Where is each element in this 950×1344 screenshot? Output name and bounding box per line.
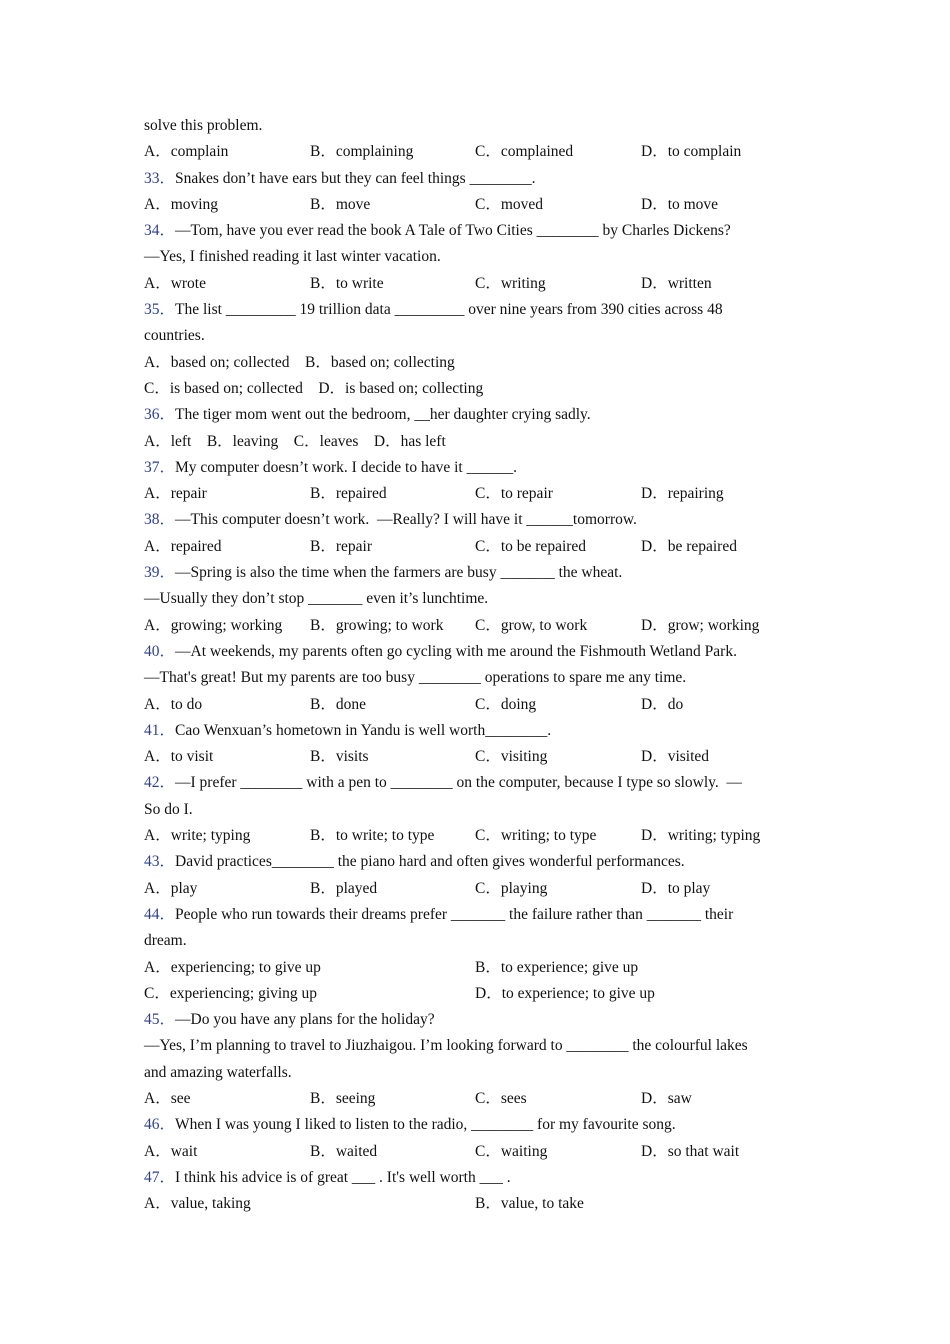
q45-stem-line3: and amazing waterfalls. (144, 1063, 292, 1081)
q42-options (144, 823, 804, 849)
q34-stem-line2: —Yes, I finished reading it last winter vacation. (144, 248, 441, 266)
option-c[interactable]: C．complained (475, 143, 574, 161)
q39-options (144, 613, 804, 639)
option-a[interactable]: A．play (144, 879, 198, 897)
option-b[interactable]: B．to experience; give up (475, 958, 639, 976)
q40-stem: 40．—At weekends, my parents often go cycling with me around the Fishmouth Wetland Park. (144, 642, 737, 660)
q38-options (144, 534, 804, 560)
q44-stem: 44．People who run towards their dreams prefer _______ the failure rather than _______ their (144, 905, 734, 923)
option-a[interactable]: A．see (144, 1089, 191, 1107)
q44-stem-line2: dream. (144, 932, 187, 950)
option-d[interactable]: D．to complain (641, 143, 742, 161)
q43-options (144, 876, 804, 902)
option-a[interactable]: A．wrote (144, 274, 206, 292)
question-number: 40． (144, 642, 176, 660)
option-d[interactable]: D．do (641, 695, 684, 713)
q44-options-row2 (144, 981, 804, 1007)
option-b[interactable]: B．visits (310, 748, 369, 766)
q39-stem: 39．—Spring is also the time when the farmers are busy _______ the wheat. (144, 564, 623, 582)
option-a[interactable]: A．moving (144, 195, 219, 213)
option-d[interactable]: D．so that wait (641, 1142, 740, 1160)
option-c[interactable]: C．writing (475, 274, 546, 292)
q34-stem: 34．—Tom, have you ever read the book A Tale of Two Cities ________ by Charles Dickens? (144, 222, 731, 240)
q32-options (144, 139, 804, 165)
option-a[interactable]: A．to visit (144, 748, 214, 766)
q35-stem-line2: countries. (144, 327, 205, 345)
option-d[interactable]: D．written (641, 274, 712, 292)
option-b[interactable]: B．waited (310, 1142, 378, 1160)
option-b[interactable]: B．repaired (310, 485, 387, 503)
q43-stem: 43．David practices________ the piano hard and often gives wonderful performances. (144, 853, 685, 871)
option-a[interactable]: A．experiencing; to give up (144, 958, 321, 976)
q42-stem-line2: So do I. (144, 800, 193, 818)
q40-options (144, 692, 804, 718)
question-number: 46． (144, 1116, 176, 1134)
question-number: 34． (144, 222, 176, 240)
q36-options-row[interactable]: A．left B．leaving C．leaves D．has left (144, 432, 446, 450)
option-c[interactable]: C．playing (475, 879, 548, 897)
option-a[interactable]: A．complain (144, 143, 229, 161)
option-a[interactable]: A．write; typing (144, 827, 251, 845)
option-c[interactable]: C．grow, to work (475, 616, 588, 634)
option-c[interactable]: C．writing; to type (475, 827, 597, 845)
option-d[interactable]: D．to move (641, 195, 719, 213)
option-a[interactable]: A．wait (144, 1142, 198, 1160)
option-b[interactable]: B．complaining (310, 143, 414, 161)
option-b[interactable]: B．to write; to type (310, 827, 435, 845)
option-b[interactable]: B．played (310, 879, 378, 897)
option-d[interactable]: D．saw (641, 1089, 692, 1107)
q39-stem-line2: —Usually they don’t stop _______ even it’s lunchtime. (144, 590, 489, 608)
question-number: 38． (144, 511, 176, 529)
option-d[interactable]: D．visited (641, 748, 710, 766)
q36-stem: 36．The tiger mom went out the bedroom, __her daughter crying sadly. (144, 406, 591, 424)
question-number: 36． (144, 406, 176, 424)
option-b[interactable]: B．seeing (310, 1089, 376, 1107)
question-number: 44． (144, 905, 176, 923)
option-d[interactable]: D．repairing (641, 485, 724, 503)
question-number: 47． (144, 1168, 176, 1186)
option-b[interactable]: B．move (310, 195, 371, 213)
option-c[interactable]: C．doing (475, 695, 537, 713)
q34-options (144, 271, 804, 297)
option-c[interactable]: C．moved (475, 195, 544, 213)
q37-stem: 37．My computer doesn’t work. I decide to have it ______. (144, 458, 517, 476)
question-number: 37． (144, 458, 176, 476)
option-d[interactable]: D．writing; typing (641, 827, 761, 845)
q44-options-row1 (144, 955, 804, 981)
q45-options (144, 1086, 804, 1112)
option-b[interactable]: B．to write (310, 274, 384, 292)
q47-options (144, 1191, 804, 1217)
option-a[interactable]: A．to do (144, 695, 203, 713)
option-a[interactable]: A．repair (144, 485, 207, 503)
option-c[interactable]: C．sees (475, 1089, 527, 1107)
option-c[interactable]: C．experiencing; giving up (144, 984, 318, 1002)
option-d[interactable]: D．grow; working (641, 616, 760, 634)
q35-stem: 35．The list _________ 19 trillion data _________ over nine years from 390 cities across 48 (144, 301, 723, 319)
option-a[interactable]: A．value, taking (144, 1195, 251, 1213)
q33-stem: 33．Snakes don’t have ears but they can feel things ________. (144, 169, 536, 187)
option-d[interactable]: D．be repaired (641, 537, 737, 555)
option-b[interactable]: B．repair (310, 537, 372, 555)
q41-options (144, 744, 804, 770)
q45-stem-line2: —Yes, I’m planning to travel to Jiuzhaigou. I’m looking forward to ________ the colourful lakes (144, 1037, 748, 1055)
option-b[interactable]: B．done (310, 695, 366, 713)
option-d[interactable]: D．to experience; to give up (475, 984, 655, 1002)
question-number: 39． (144, 564, 176, 582)
option-a[interactable]: A．repaired (144, 537, 222, 555)
question-number: 35． (144, 301, 176, 319)
q40-stem-line2: —That's great! But my parents are too busy ________ operations to spare me any time. (144, 669, 687, 687)
option-c[interactable]: C．to repair (475, 485, 553, 503)
q47-stem: 47．I think his advice is of great ___ . It's well worth ___ . (144, 1168, 511, 1186)
q38-stem: 38．—This computer doesn’t work. —Really? I will have it ______tomorrow. (144, 511, 637, 529)
question-number: 45． (144, 1011, 176, 1029)
option-c[interactable]: C．waiting (475, 1142, 548, 1160)
q37-options (144, 481, 804, 507)
option-d[interactable]: D．to play (641, 879, 711, 897)
question-stem-continuation: solve this problem. (144, 117, 263, 134)
option-a[interactable]: A．growing; working (144, 616, 283, 634)
q42-stem: 42．—I prefer ________ with a pen to ________ on the computer, because I type so slowly. — (144, 774, 743, 792)
q35-options-row1[interactable]: A．based on; collected B．based on; collecting (144, 353, 455, 371)
q45-stem: 45．—Do you have any plans for the holiday? (144, 1011, 435, 1029)
q46-stem: 46．When I was young I liked to listen to the radio, ________ for my favourite song. (144, 1116, 676, 1134)
question-number: 41． (144, 721, 176, 739)
q41-stem: 41．Cao Wenxuan’s hometown in Yandu is well worth________. (144, 721, 552, 739)
q46-options (144, 1139, 804, 1165)
q33-options (144, 192, 804, 218)
option-c[interactable]: C．visiting (475, 748, 548, 766)
option-c[interactable]: C．to be repaired (475, 537, 587, 555)
option-b[interactable]: B．value, to take (475, 1195, 584, 1213)
question-number: 33． (144, 169, 176, 187)
option-b[interactable]: B．growing; to work (310, 616, 444, 634)
question-number: 42． (144, 774, 176, 792)
question-number: 43． (144, 853, 176, 871)
q35-options-row2[interactable]: C．is based on; collected D．is based on; collecting (144, 379, 484, 397)
worksheet-page (144, 113, 804, 1217)
